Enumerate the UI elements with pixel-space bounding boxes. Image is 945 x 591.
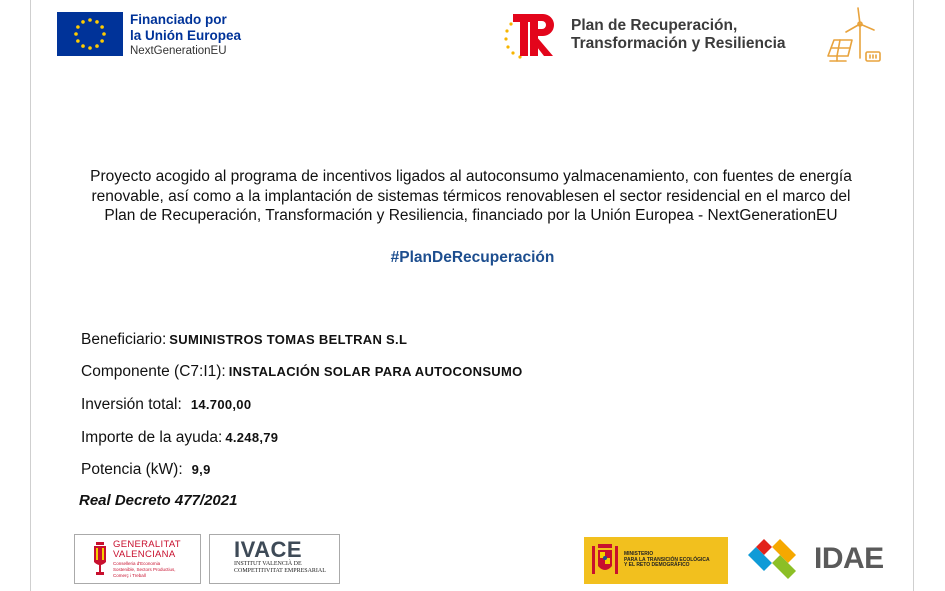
ivace-logo <box>209 534 340 584</box>
ministerio-logo <box>584 537 728 584</box>
spain-coat-of-arms-icon <box>590 542 620 580</box>
inversion-value: 14.700,00 <box>190 397 252 412</box>
generalitat-line4: Sostenible, Sectors Productius, <box>113 567 176 572</box>
eu-logo-line3: NextGenerationEU <box>130 45 227 57</box>
ministerio-line3: Y EL RETO DEMOGRÁFICO <box>624 562 690 569</box>
prtr-logo <box>503 10 786 60</box>
description-line3: Plan de Recuperación, Transformación y Resiliencia, financiado por la Unión Europea - NextGenerationEU <box>104 207 838 224</box>
ayuda-row <box>81 429 278 447</box>
ivace-wordmark: IVACE <box>234 537 303 562</box>
frame-right-border <box>913 0 914 591</box>
generalitat-line1: GENERALITAT <box>113 539 181 550</box>
frame-left-border <box>30 0 31 591</box>
potencia-row <box>81 461 211 479</box>
beneficiario-label: Beneficiario: <box>81 331 167 348</box>
generalitat-emblem-icon <box>93 542 107 576</box>
prtr-tr-emblem-icon <box>503 10 559 60</box>
inversion-row <box>81 396 251 414</box>
potencia-value: 9,9 <box>191 462 211 477</box>
prtr-logo-line2: Transformación y Resiliencia <box>571 35 786 52</box>
ministerio-line1: MINISTERIO <box>624 551 654 558</box>
wind-turbine-solar-panel-icon <box>822 6 884 66</box>
generalitat-line5: Comerç i Treball <box>113 573 146 578</box>
ivace-subtitle-line2: COMPETITIVITAT EMPRESARIAL <box>234 568 326 574</box>
hashtag: #PlanDeRecuperación <box>390 249 555 266</box>
idae-emblem-icon <box>740 535 808 583</box>
ayuda-label: Importe de la ayuda: <box>81 429 223 446</box>
idae-logo <box>740 535 884 583</box>
real-decreto: Real Decreto 477/2021 <box>79 492 238 509</box>
eu-logo-line2: la Unión Europea <box>130 28 242 43</box>
prtr-logo-line1: Plan de Recuperación, <box>571 17 738 34</box>
description-line1: Proyecto acogido al programa de incentivos ligados al autoconsumo yalmacenamiento, con fuentes de energía <box>90 168 852 185</box>
potencia-label: Potencia (kW): <box>81 461 183 478</box>
beneficiario-row <box>81 331 407 349</box>
ayuda-value: 4.248,79 <box>225 430 279 445</box>
idae-wordmark: IDAE <box>814 542 884 575</box>
project-description <box>60 167 882 226</box>
componente-row <box>81 363 523 381</box>
inversion-label: Inversión total: <box>81 396 182 413</box>
beneficiario-value: SUMINISTROS TOMAS BELTRAN S.L <box>169 332 408 347</box>
componente-value: INSTALACIÓN SOLAR PARA AUTOCONSUMO <box>228 364 523 379</box>
generalitat-line3: Conselleria d'Economia <box>113 561 161 566</box>
ivace-subtitle-line1: INSTITUT VALENCIÀ DE <box>234 561 302 567</box>
eu-flag-icon <box>57 12 123 56</box>
description-line2: renovable, así como a la implantación de sistemas térmicos renovablesen el sector residencial en el marco del <box>91 187 851 205</box>
ministerio-line2: PARA LA TRANSICIÓN ECOLÓGICA <box>624 556 710 563</box>
eu-logo-line1: Financiado por <box>130 12 227 27</box>
generalitat-valenciana-logo <box>74 534 201 584</box>
generalitat-line2: VALENCIANA <box>113 549 176 560</box>
eu-funding-logo <box>57 12 241 58</box>
componente-label: Componente (C7:I1): <box>81 363 226 380</box>
